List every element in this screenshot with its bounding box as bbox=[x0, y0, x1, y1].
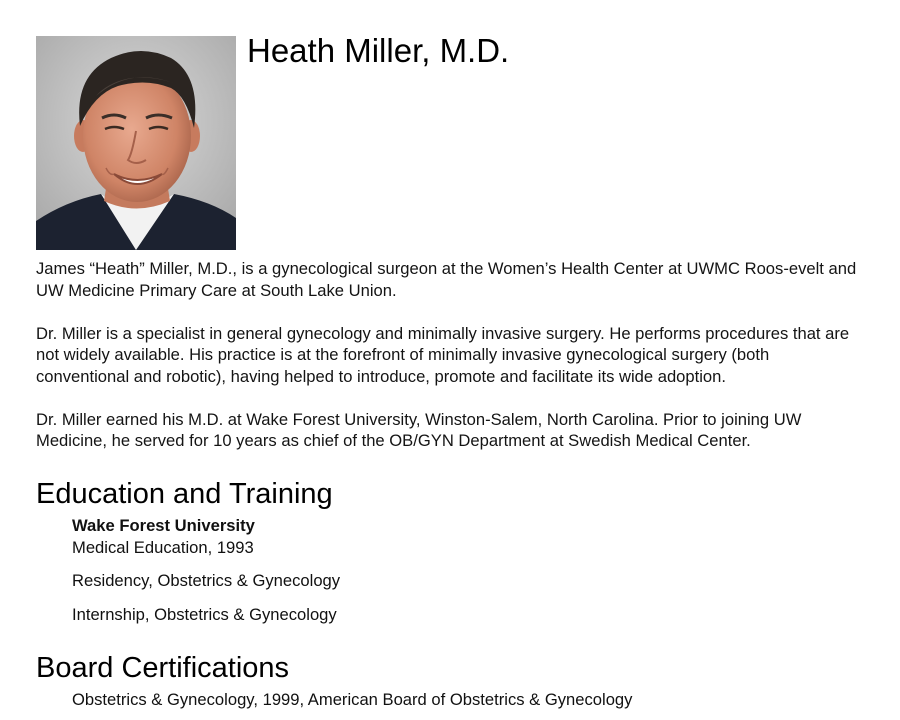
education-list bbox=[72, 515, 340, 625]
education-institution: Wake Forest University bbox=[72, 516, 255, 535]
bio-paragraph: Dr. Miller is a specialist in general gynecology and minimally invasive surgery. He performs procedures that are not widely available. His practice is at the forefront of minimally invasive gynecological surgery (both conventional and robotic), having helped to introduce, promote and facilitate its wide adoption. bbox=[36, 323, 850, 386]
education-entry: Medical Education, 1993 bbox=[72, 537, 254, 557]
profile-photo bbox=[36, 36, 236, 250]
doctor-name: Heath Miller, M.D. bbox=[247, 32, 510, 69]
bio-section bbox=[36, 258, 861, 473]
education-entry: Internship, Obstetrics & Gynecology bbox=[72, 604, 337, 624]
bio-paragraph: Dr. Miller earned his M.D. at Wake Forest University, Winston-Salem, North Carolina. Prior to joining UW Medicine, he served for 10 years as chief of the OB/GYN Department at Swedish Medical Center. bbox=[36, 409, 802, 450]
doctor-portrait-icon bbox=[36, 36, 236, 250]
education-heading: Education and Training bbox=[36, 478, 333, 510]
board-certification-entry: Obstetrics & Gynecology, 1999, American Board of Obstetrics & Gynecology bbox=[72, 690, 633, 709]
board-certifications-list bbox=[72, 689, 632, 711]
education-entry: Residency, Obstetrics & Gynecology bbox=[72, 571, 341, 590]
bio-paragraph: James “Heath” Miller, M.D., is a gynecological surgeon at the Women’s Health Center at UWMC Roos-evelt and UW Medicine Primary Care at South Lake Union. bbox=[36, 259, 857, 300]
board-certifications-heading: Board Certifications bbox=[36, 652, 290, 684]
